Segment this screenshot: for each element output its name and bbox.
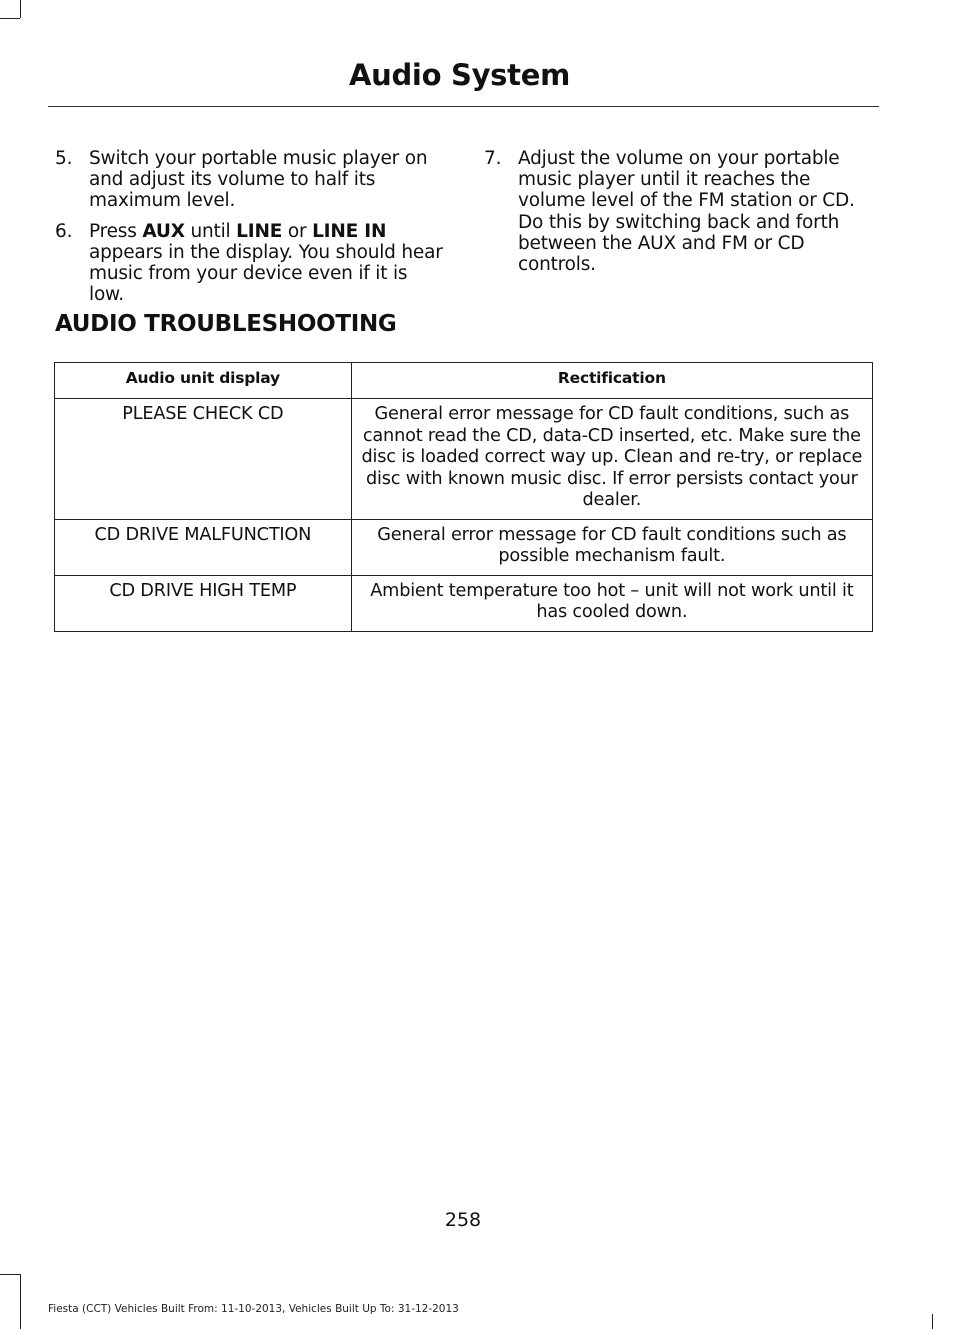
column-header-audio-unit-display: Audio unit display bbox=[55, 363, 352, 399]
step-text-or: or bbox=[282, 220, 313, 242]
display-message-cell: PLEASE CHECK CD bbox=[55, 399, 352, 520]
table-row bbox=[55, 519, 873, 575]
crop-mark-top-left-v bbox=[20, 0, 21, 18]
rectification-cell: General error message for CD fault conditions such as possible mechanism fault. bbox=[351, 519, 872, 575]
troubleshooting-table bbox=[54, 362, 873, 632]
rectification-cell: General error message for CD fault conditions, such as cannot read the CD, data-CD inserted, etc. Make sure the disc is loaded correct way up. Clean and re-try, or replace disc with known music disc. If error persists contact your dealer. bbox=[351, 399, 872, 520]
edition-footer: Fiesta (CCT) Vehicles Built From: 11-10-2013, Vehicles Built Up To: 31-12-2013 bbox=[48, 1303, 459, 1315]
aux-control-label: AUX bbox=[142, 220, 185, 242]
crop-mark-bottom-left-h bbox=[0, 1274, 20, 1275]
crop-mark-bottom-right-v bbox=[932, 1314, 933, 1329]
step-text: Switch your portable music player on and adjust its volume to half its maximum level. bbox=[89, 148, 428, 212]
crop-mark-bottom-left-v bbox=[20, 1274, 21, 1329]
right-column bbox=[484, 148, 876, 284]
step-text-pre: Press bbox=[89, 220, 143, 242]
step-text: Adjust the volume on your portable music player until it reaches the volume level of the FM station or CD. Do this by switching back and forth between the AUX and FM or CD controls. bbox=[518, 148, 855, 276]
step-7 bbox=[484, 148, 876, 275]
column-header-rectification: Rectification bbox=[351, 363, 872, 399]
line-label: LINE bbox=[236, 220, 283, 242]
step-number: 6. bbox=[55, 220, 73, 242]
section-heading: AUDIO TROUBLESHOOTING bbox=[55, 311, 397, 337]
step-text-until: until bbox=[184, 220, 237, 242]
title-divider bbox=[48, 106, 879, 107]
left-column bbox=[55, 148, 447, 314]
step-number: 5. bbox=[55, 148, 73, 169]
step-5 bbox=[55, 148, 447, 212]
step-text-post: appears in the display. You should hear music from your device even if it is low. bbox=[89, 241, 443, 306]
page-number: 258 bbox=[444, 1209, 482, 1231]
step-6 bbox=[55, 221, 447, 306]
page-title: Audio System bbox=[348, 58, 570, 92]
table-header-row bbox=[55, 363, 873, 399]
step-number: 7. bbox=[484, 148, 502, 169]
table-row bbox=[55, 575, 873, 631]
line-in-label: LINE IN bbox=[312, 220, 387, 242]
display-message-cell: CD DRIVE HIGH TEMP bbox=[55, 575, 352, 631]
display-message-cell: CD DRIVE MALFUNCTION bbox=[55, 519, 352, 575]
rectification-cell: Ambient temperature too hot – unit will not work until it has cooled down. bbox=[351, 575, 872, 631]
table-row bbox=[55, 399, 873, 520]
crop-mark-top-left-h bbox=[0, 18, 20, 19]
